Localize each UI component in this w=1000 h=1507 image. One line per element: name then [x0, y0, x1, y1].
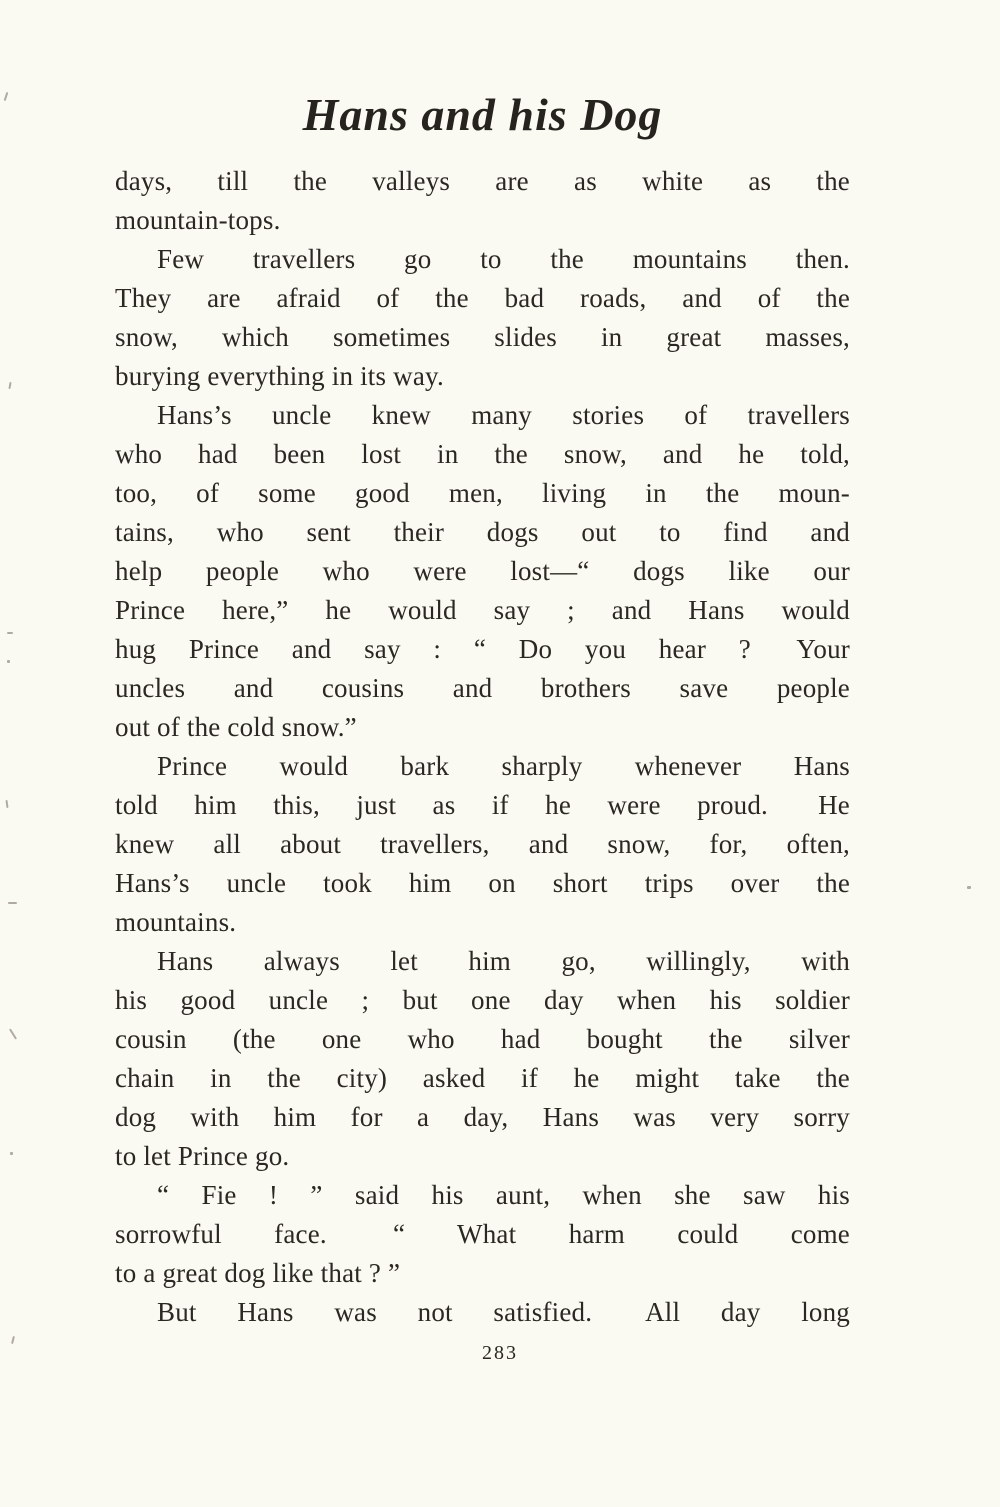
text-line: knew all about travellers, and snow, for, often, [115, 829, 850, 859]
text-line: “ Fie ! ” said his aunt, when she saw his [157, 1180, 850, 1210]
text-line: days, till the valleys are as white as the [115, 166, 850, 196]
text-line: snow, which sometimes slides in great masses, [115, 322, 850, 352]
text-line: tains, who sent their dogs out to find and [115, 517, 850, 547]
paragraph [115, 942, 850, 1176]
text-line: Prince would bark sharply whenever Hans [157, 751, 850, 781]
scan-speck [8, 902, 17, 904]
page-text [115, 162, 850, 1332]
text-line: Prince here,” he would say ; and Hans would [115, 595, 850, 625]
text-line: Hans’s uncle knew many stories of travellers [157, 400, 850, 430]
scan-speck [7, 660, 10, 663]
paragraph [115, 240, 850, 396]
text-line: mountain-tops. [115, 205, 281, 235]
scan-speck [8, 382, 11, 389]
scan-speck [967, 886, 971, 889]
scan-speck [4, 92, 9, 101]
text-line: too, of some good men, living in the moun- [115, 478, 850, 508]
text-line: to let Prince go. [115, 1141, 290, 1171]
page-title: Hans and his Dog [302, 89, 663, 140]
scan-speck [7, 632, 13, 634]
text-line: to a great dog like that ? ” [115, 1258, 401, 1288]
text-line: sorrowful face. “ What harm could come [115, 1219, 850, 1249]
text-line: out of the cold snow.” [115, 712, 357, 742]
text-line: Few travellers go to the mountains then. [157, 244, 850, 274]
text-line: Hans’s uncle took him on short trips over the [115, 868, 850, 898]
text-line: But Hans was not satisfied. All day long [157, 1297, 850, 1327]
text-line: hug Prince and say : “ Do you hear ? Your [115, 634, 850, 664]
paragraph [115, 396, 850, 747]
text-line: mountains. [115, 907, 237, 937]
paragraph [115, 162, 850, 240]
text-line: Hans always let him go, willingly, with [157, 946, 850, 976]
scan-speck [10, 1152, 13, 1155]
scan-speck [5, 800, 8, 808]
text-line: help people who were lost—“ dogs like our [115, 556, 850, 586]
text-line: They are afraid of the bad roads, and of the [115, 283, 850, 313]
paragraph [115, 747, 850, 942]
paragraph [115, 1293, 850, 1332]
text-line: uncles and cousins and brothers save people [115, 673, 850, 703]
text-line: dog with him for a day, Hans was very sorry [115, 1102, 850, 1132]
text-line: told him this, just as if he were proud. He [115, 790, 850, 820]
text-line: burying everything in its way. [115, 361, 444, 391]
paragraph [115, 1176, 850, 1293]
page-number: 283 [482, 1342, 518, 1364]
text-line: cousin (the one who had bought the silver [115, 1024, 850, 1054]
text-line: chain in the city) asked if he might take the [115, 1063, 850, 1093]
scan-speck [9, 1028, 17, 1039]
text-line: who had been lost in the snow, and he told, [115, 439, 850, 469]
text-line: his good uncle ; but one day when his soldier [115, 985, 850, 1015]
